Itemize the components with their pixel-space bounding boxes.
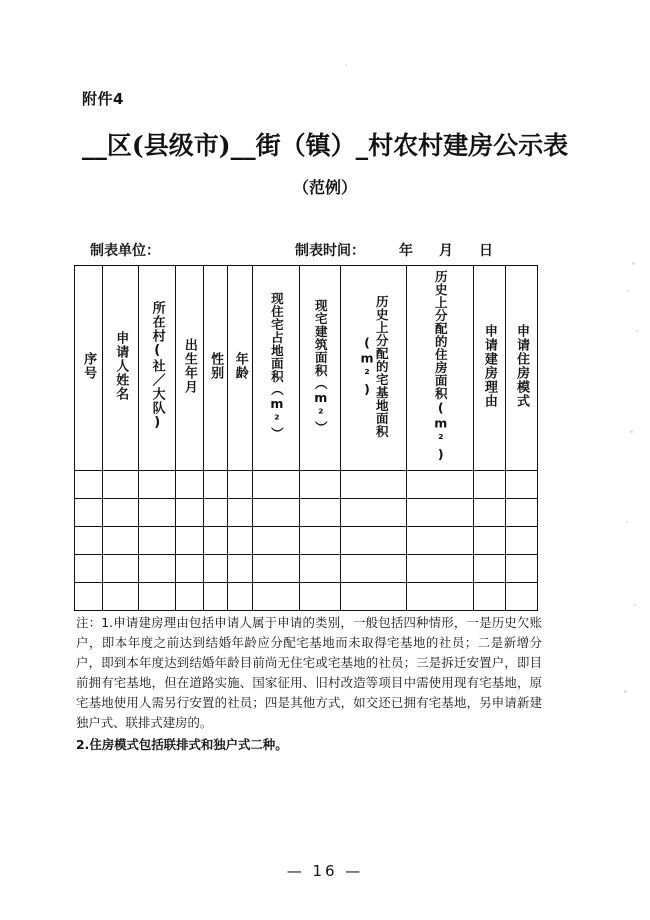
notes-block	[76, 613, 542, 755]
col-gender-label: 性别	[208, 352, 224, 380]
note-1: 注：1.申请建房理由包括申请人属于申请的类别，一般包括四种情形，一是历史欠账户，即本年度之前达到结婚年龄应分配宅基地而未取得宅基地的社员；二是新增分户，即到本年度达到结婚年龄目前尚无住宅或宅基地的社员；三是拆迁安置户，即目前拥有宅基地，但在道路实施、国家征用、旧村改造等项目中需使用现有宅基地，原宅基地使用人需另行安置的社员；四是其他方式，如交还已拥有宅基地，另申请新建独户式、联排式建房的。	[76, 615, 542, 731]
cell[interactable]	[175, 555, 203, 583]
cell[interactable]	[75, 471, 103, 499]
cell[interactable]	[139, 555, 175, 583]
scan-speck	[630, 430, 633, 433]
attachment-label: 附件4	[82, 90, 124, 108]
cell[interactable]	[228, 499, 253, 527]
col-house-mode	[505, 266, 537, 471]
cell[interactable]	[139, 583, 175, 611]
cell[interactable]	[203, 555, 228, 583]
cell[interactable]	[75, 555, 103, 583]
table-row[interactable]	[75, 471, 538, 499]
col-apply-reason	[473, 266, 505, 471]
form-meta-row	[90, 240, 560, 260]
cell[interactable]	[473, 527, 505, 555]
col-age-label: 年龄	[232, 352, 248, 380]
table-header-row	[75, 266, 538, 471]
cell[interactable]	[203, 583, 228, 611]
cell[interactable]	[300, 583, 341, 611]
cell[interactable]	[102, 555, 138, 583]
maker-time-label: 制表时间：	[295, 243, 365, 259]
page-subtitle: （范例）	[292, 178, 357, 197]
page-number: — 16 —	[286, 862, 364, 880]
cell[interactable]	[203, 471, 228, 499]
scan-speck	[632, 262, 635, 265]
cell[interactable]	[407, 471, 473, 499]
page-title: __区(县级市)__街（镇）_村农村建房公示表	[81, 131, 569, 160]
cell[interactable]	[139, 471, 175, 499]
cell[interactable]	[340, 527, 406, 555]
cell[interactable]	[505, 555, 537, 583]
col-history-land-area	[340, 266, 406, 471]
cell[interactable]	[102, 499, 138, 527]
cell[interactable]	[175, 471, 203, 499]
cell[interactable]	[340, 499, 406, 527]
col-birth-label: 出生年月	[181, 338, 197, 394]
cell[interactable]	[340, 471, 406, 499]
cell[interactable]	[252, 555, 299, 583]
table-row[interactable]	[75, 555, 538, 583]
col-current-build-area-label: 现宅建筑面积（m²）	[313, 298, 329, 434]
cell[interactable]	[139, 499, 175, 527]
col-gender	[203, 266, 228, 471]
scan-speck	[634, 604, 636, 606]
col-village	[139, 266, 175, 471]
col-current-land-area-label: 现住宅占地面积（m²）	[269, 292, 285, 440]
cell[interactable]	[175, 583, 203, 611]
col-applicant-name-label: 申请人姓名	[113, 331, 129, 401]
cell[interactable]	[407, 583, 473, 611]
col-house-mode-label: 申请住房模式	[514, 324, 530, 408]
cell[interactable]	[505, 499, 537, 527]
cell[interactable]	[228, 583, 253, 611]
cell[interactable]	[505, 471, 537, 499]
col-village-label: 所在村(社／大队)	[149, 301, 165, 431]
cell[interactable]	[228, 471, 253, 499]
cell[interactable]	[75, 499, 103, 527]
scan-speck	[626, 521, 628, 523]
col-history-land-area-label: 历史上分配的宅基地面积(m²)	[359, 294, 390, 438]
col-applicant-name	[102, 266, 138, 471]
cell[interactable]	[102, 583, 138, 611]
col-birth	[175, 266, 203, 471]
month-label: 月	[439, 243, 453, 259]
table-row[interactable]	[75, 583, 538, 611]
cell[interactable]	[228, 555, 253, 583]
col-current-build-area	[300, 266, 341, 471]
table-row[interactable]	[75, 527, 538, 555]
col-seq	[75, 266, 103, 471]
cell[interactable]	[505, 527, 537, 555]
col-history-house-area-label: 历史上分配的住房面积(m²)	[433, 270, 449, 462]
cell[interactable]	[300, 499, 341, 527]
cell[interactable]	[175, 499, 203, 527]
cell[interactable]	[175, 527, 203, 555]
col-current-land-area	[252, 266, 299, 471]
col-seq-label: 序号	[81, 352, 97, 380]
table-row[interactable]	[75, 499, 538, 527]
col-history-house-area	[407, 266, 473, 471]
scan-speck	[345, 64, 347, 66]
cell[interactable]	[300, 471, 341, 499]
maker-unit-label: 制表单位：	[90, 243, 160, 259]
scan-speck	[636, 330, 638, 332]
cell[interactable]	[102, 471, 138, 499]
cell[interactable]	[340, 583, 406, 611]
cell[interactable]	[228, 527, 253, 555]
cell[interactable]	[473, 583, 505, 611]
cell[interactable]	[252, 499, 299, 527]
maker-time-group	[295, 240, 560, 260]
cell[interactable]	[407, 499, 473, 527]
cell[interactable]	[340, 555, 406, 583]
cell[interactable]	[75, 583, 103, 611]
cell[interactable]	[203, 527, 228, 555]
note-2: 2.住房模式包括联排式和独户式二种。	[76, 736, 288, 752]
scan-speck	[624, 690, 627, 693]
cell[interactable]	[252, 583, 299, 611]
cell[interactable]	[252, 527, 299, 555]
day-label: 日	[479, 243, 493, 259]
cell[interactable]	[300, 527, 341, 555]
village-housing-table	[74, 265, 538, 611]
cell[interactable]	[102, 527, 138, 555]
cell[interactable]	[75, 527, 103, 555]
cell[interactable]	[473, 499, 505, 527]
cell[interactable]	[473, 471, 505, 499]
cell[interactable]	[505, 583, 537, 611]
cell[interactable]	[203, 499, 228, 527]
cell[interactable]	[252, 471, 299, 499]
cell[interactable]	[473, 555, 505, 583]
cell[interactable]	[407, 555, 473, 583]
cell[interactable]	[407, 527, 473, 555]
cell[interactable]	[300, 555, 341, 583]
col-age	[228, 266, 253, 471]
col-apply-reason-label: 申请建房理由	[481, 324, 497, 408]
cell[interactable]	[139, 527, 175, 555]
scan-speck	[627, 290, 629, 292]
year-label: 年	[399, 243, 413, 259]
